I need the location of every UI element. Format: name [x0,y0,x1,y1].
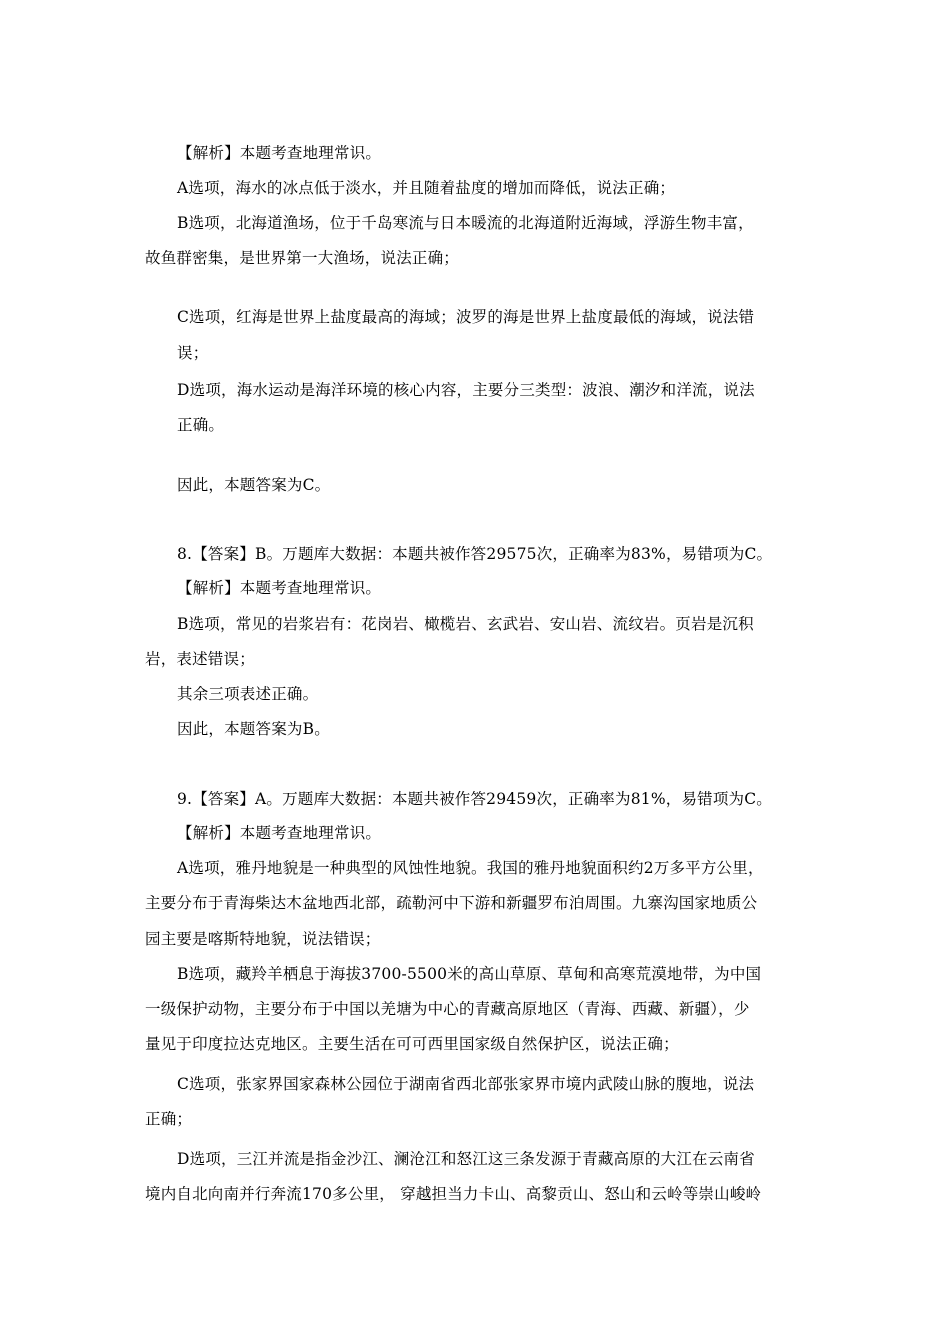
q9-option-b-text-cont: 一级保护动物，主要分布于中国以羌塘为中心的青藏高原地区（青海、西藏、新疆），少 [145,1000,750,1018]
option-b-text: B选项，北海道渔场，位于千岛寒流与日本暖流的北海道附近海域，浮游生物丰富， [177,214,754,232]
q8-conclusion: 因此，本题答案为B。 [177,720,330,738]
q9-option-b-text-cont2: 量见于印度拉达克地区。主要生活在可可西里国家级自然保护区，说法正确； [145,1035,679,1053]
q8-answer: 8.【答案】B。万题库大数据：本题共被作答29575次，正确率为83%，易错项为C。 [177,545,773,563]
analysis-heading: 【解析】本题考查地理常识。 [177,144,382,162]
option-c-text: C选项，红海是世界上盐度最高的海域；波罗的海是世界上盐度最低的海域，说法错 [177,308,755,326]
q9-option-c-text: C选项，张家界国家森林公园位于湖南省西北部张家界市境内武陵山脉的腹地，说法 [177,1075,755,1093]
q8-option-b-text-cont: 岩，表述错误； [145,650,255,668]
q8-rest-text: 其余三项表述正确。 [177,685,319,703]
q9-option-d-text-cont: 境内自北向南并行奔流170多公里， 穿越担当力卡山、高黎贡山、怒山和云岭等崇山峻岭 [145,1185,762,1203]
option-c-text-cont: 误； [177,344,209,362]
q9-option-a-text-cont2: 园主要是喀斯特地貌，说法错误； [145,930,381,948]
option-d-text: D选项，海水运动是海洋环境的核心内容，主要分三类型：波浪、潮汐和洋流，说法 [177,381,755,399]
q9-option-c-text-cont: 正确； [145,1110,193,1128]
conclusion-text: 因此，本题答案为C。 [177,476,331,494]
option-d-text-cont: 正确。 [177,416,225,434]
q8-analysis-heading: 【解析】本题考查地理常识。 [177,579,382,597]
option-a-text: A选项，海水的冰点低于淡水，并且随着盐度的增加而降低，说法正确； [177,179,676,197]
option-b-text-cont: 故鱼群密集，是世界第一大渔场，说法正确； [145,249,460,267]
q9-answer: 9.【答案】A。万题库大数据：本题共被作答29459次，正确率为81%，易错项为C。 [177,790,773,808]
q8-option-b-text: B选项，常见的岩浆岩有：花岗岩、橄榄岩、玄武岩、安山岩、流纹岩。页岩是沉积 [177,615,754,633]
q9-option-a-text-cont: 主要分布于青海柴达木盆地西北部，疏勒河中下游和新疆罗布泊周围。九寨沟国家地质公 [145,894,758,912]
q9-option-d-text: D选项，三江并流是指金沙江、澜沧江和怒江这三条发源于青藏高原的大江在云南省 [177,1150,755,1168]
q9-option-b-text: B选项，藏羚羊栖息于海拔3700-5500米的高山草原、草甸和高寒荒漠地带，为中国 [177,965,762,983]
q9-analysis-heading: 【解析】本题考查地理常识。 [177,824,382,842]
q9-option-a-text: A选项，雅丹地貌是一种典型的风蚀性地貌。我国的雅丹地貌面积约2万多平方公里， [177,859,764,877]
